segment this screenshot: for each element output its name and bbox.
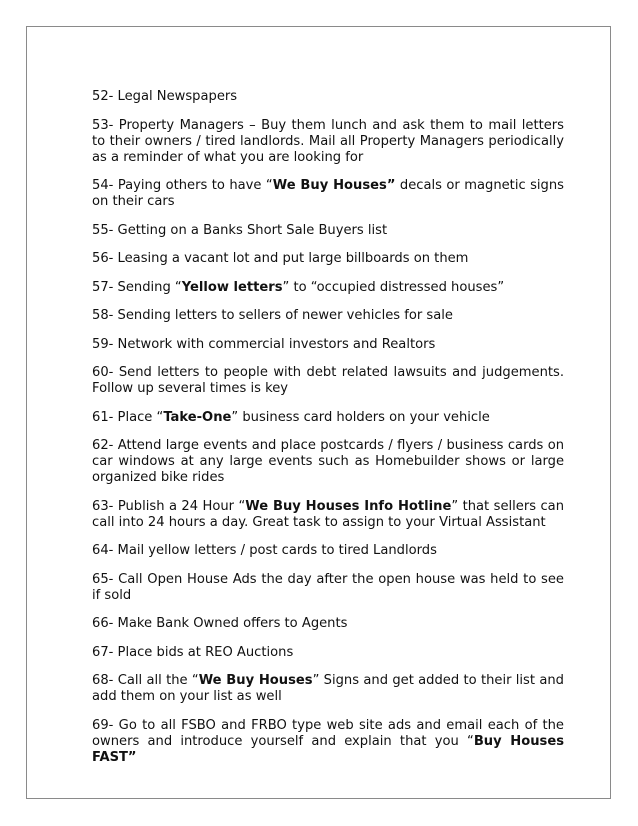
- text-run: 68- Call all the “: [92, 673, 199, 688]
- list-item: [92, 645, 564, 661]
- text-run: 66- Make Bank Owned offers to Agents: [92, 616, 348, 631]
- text-run: 57- Sending “: [92, 279, 182, 295]
- list-item: [92, 499, 564, 531]
- list-item: [92, 410, 564, 426]
- bold-text: Yellow letters: [181, 279, 283, 295]
- bold-text: Buy Houses FAST”: [92, 733, 565, 765]
- list-item: [92, 178, 564, 210]
- list-item: [92, 616, 564, 632]
- text-run: 62- Attend large events and place postcards / flyers / business cards on car windows at any large events such as Homebuilder shows or large organized bike rides: [92, 438, 564, 485]
- list-item: [92, 543, 564, 559]
- bold-text: Take-One: [163, 409, 232, 425]
- text-run: decals or magnetic signs on their cars: [92, 178, 564, 209]
- text-run: 61- Place “: [92, 409, 164, 425]
- list-item: [92, 718, 564, 766]
- list-item: [92, 280, 564, 296]
- text-run: 65- Call Open House Ads the day after the open house was held to see if sold: [92, 571, 564, 603]
- text-run: 69- Go to all FSBO and FRBO type web site ads and email each of the owners and introduce yourself and explain that you “: [92, 717, 564, 749]
- text-run: 64- Mail yellow letters / post cards to tired Landlords: [92, 543, 437, 558]
- list-item: [92, 572, 564, 604]
- text-run: 54- Paying others to have “: [92, 178, 273, 193]
- document-body: [92, 89, 564, 778]
- list-item: [92, 365, 564, 397]
- list-item: [92, 223, 564, 239]
- text-run: ” that sellers can call into 24 hours a day. Great task to assign to your Virtual Assistant: [92, 498, 564, 530]
- text-run: 60- Send letters to people with debt related lawsuits and judgements. Follow up several times is key: [92, 365, 564, 396]
- list-item: [92, 251, 564, 267]
- list-item: [92, 438, 564, 486]
- list-item: [92, 118, 564, 166]
- bold-text: We Buy Houses Info Hotline: [245, 498, 452, 514]
- text-run: 58- Sending letters to sellers of newer vehicles for sale: [92, 308, 453, 323]
- bold-text: We Buy Houses”: [272, 178, 396, 193]
- text-run: 53- Property Managers – Buy them lunch and ask them to mail letters to their owners / tired landlords. Mail all Property Managers periodically as a reminder of what you are looking for: [92, 117, 564, 165]
- bold-text: We Buy Houses: [198, 673, 313, 688]
- text-run: 63- Publish a 24 Hour “: [92, 498, 246, 514]
- text-run: 67- Place bids at REO Auctions: [92, 644, 294, 660]
- list-item: [92, 337, 564, 353]
- text-run: ” business card holders on your vehicle: [231, 409, 490, 425]
- text-run: 55- Getting on a Banks Short Sale Buyers list: [92, 222, 388, 238]
- text-run: ” to “occupied distressed houses”: [282, 279, 505, 295]
- text-run: ” Signs and get added to their list and add them on your list as well: [92, 673, 564, 704]
- list-item: [92, 673, 564, 705]
- list-item: [92, 308, 564, 324]
- text-run: 56- Leasing a vacant lot and put large billboards on them: [92, 251, 469, 266]
- list-item: [92, 89, 564, 105]
- text-run: 52- Legal Newspapers: [92, 89, 238, 104]
- text-run: 59- Network with commercial investors and Realtors: [92, 336, 436, 352]
